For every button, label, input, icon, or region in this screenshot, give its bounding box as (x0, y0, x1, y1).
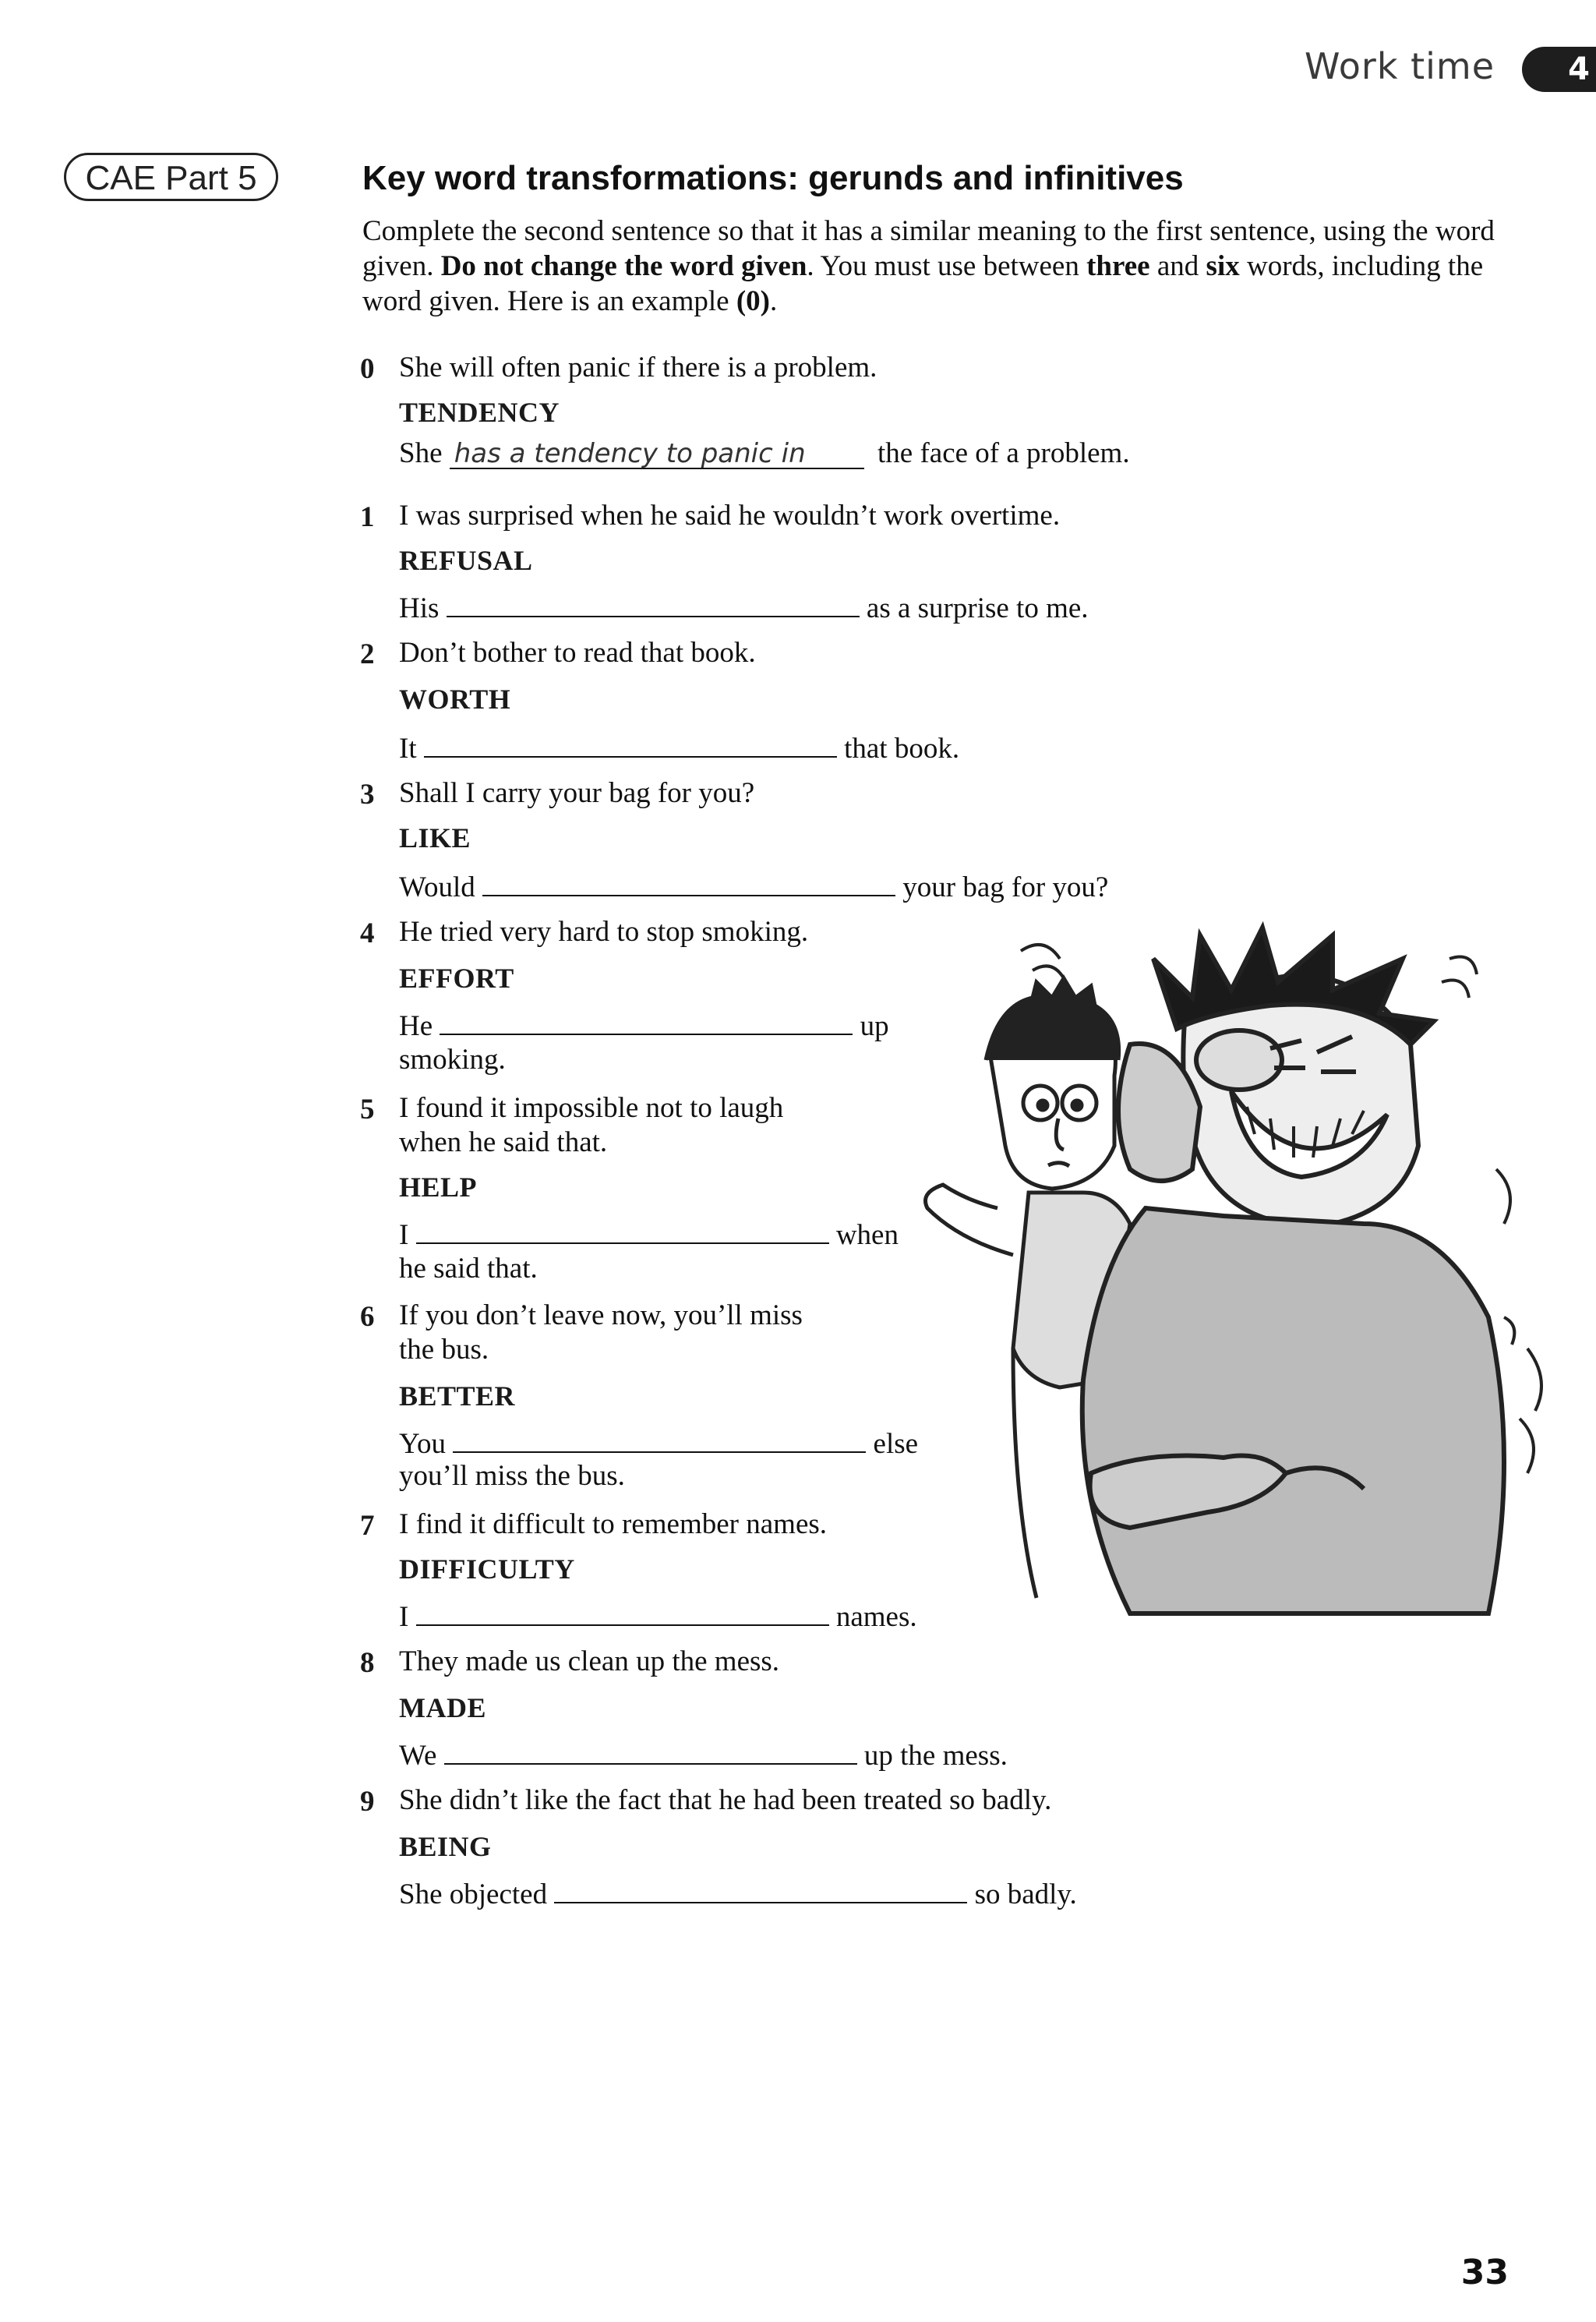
item-sentence: I find it difficult to remember names. (399, 1508, 828, 1540)
answer-blank[interactable] (453, 1425, 866, 1453)
item-answer-continuation: smoking. (399, 1044, 506, 1076)
item-sentence: He tried very hard to stop smoking. (399, 916, 809, 948)
item-answer-continuation: you’ll miss the bus. (399, 1460, 625, 1492)
laughing-men-cartoon-illustration (896, 912, 1566, 1652)
running-header-title: Work time (1304, 45, 1495, 87)
example-answer: has a tendency to panic in (450, 440, 864, 469)
item-sentence: She will often panic if there is a problem. (399, 352, 877, 383)
item-keyword: MADE (399, 1692, 486, 1723)
answer-blank[interactable] (554, 1875, 967, 1903)
item-number: 6 (360, 1301, 375, 1333)
item-keyword: BETTER (399, 1380, 516, 1412)
item-answer-line: I names. (399, 1598, 917, 1634)
answer-blank[interactable] (424, 730, 837, 758)
item-keyword: BEING (399, 1831, 492, 1862)
item-answer-line: It that book. (399, 730, 959, 765)
item-answer-line: I when (399, 1216, 899, 1252)
item-keyword: TENDENCY (399, 397, 560, 428)
item-keyword: EFFORT (399, 963, 514, 994)
item-sentence: I was surprised when he said he wouldn’t work overtime. (399, 500, 1061, 532)
item-number: 1 (360, 501, 375, 533)
item-answer-line: His as a surprise to me. (399, 589, 1089, 625)
section-title: Key word transformations: gerunds and infinitives (362, 159, 1184, 197)
exam-part-badge: CAE Part 5 (64, 153, 278, 201)
item-sentence: Don’t bother to read that book. (399, 637, 756, 669)
item-number: 3 (360, 779, 375, 811)
item-keyword: HELP (399, 1172, 478, 1203)
answer-blank[interactable] (416, 1598, 829, 1626)
item-keyword: LIKE (399, 822, 471, 854)
page-number: 33 (1460, 2253, 1509, 2292)
item-keyword: WORTH (399, 684, 511, 715)
answer-blank[interactable] (482, 868, 895, 896)
item-sentence-continuation: the bus. (399, 1334, 489, 1366)
item-sentence: Shall I carry your bag for you? (399, 777, 755, 809)
item-keyword: DIFFICULTY (399, 1553, 575, 1585)
laughing-man-figure (1082, 928, 1504, 1613)
item-number: 9 (360, 1786, 375, 1818)
item-sentence: I found it impossible not to laugh (399, 1092, 784, 1124)
answer-blank[interactable] (416, 1216, 829, 1244)
instructions: Complete the second sentence so that it has a similar meaning to the first sentence, using the word given. Do not change the word given. You must use between three and six words, including the word given. Here is an example (0). (362, 215, 1495, 317)
item-sentence-continuation: when he said that. (399, 1126, 608, 1158)
item-sentence: They made us clean up the mess. (399, 1645, 780, 1677)
item-number: 8 (360, 1647, 375, 1679)
item-answer-line: He up (399, 1007, 889, 1043)
item-number: 5 (360, 1094, 375, 1126)
item-answer-continuation: he said that. (399, 1253, 538, 1285)
item-answer-line: We up the mess. (399, 1737, 1008, 1772)
item-answer-line: You else (399, 1425, 918, 1461)
item-answer-line: Would your bag for you? (399, 868, 1108, 904)
answer-blank[interactable] (440, 1007, 853, 1035)
item-sentence: If you don’t leave now, you’ll miss (399, 1299, 803, 1331)
item-keyword: REFUSAL (399, 545, 533, 576)
item-number: 2 (360, 638, 375, 670)
answer-blank[interactable] (447, 589, 860, 617)
item-answer-line: She has a tendency to panic in the face of a problem. (399, 437, 1130, 469)
answer-blank[interactable] (444, 1737, 857, 1765)
item-number: 7 (360, 1510, 375, 1542)
item-sentence: She didn’t like the fact that he had been treated so badly. (399, 1784, 1052, 1816)
item-number: 4 (360, 917, 375, 949)
unit-number-tab: 4 (1522, 47, 1596, 92)
item-number: 0 (360, 353, 375, 385)
item-answer-line: She objected so badly. (399, 1875, 1077, 1911)
